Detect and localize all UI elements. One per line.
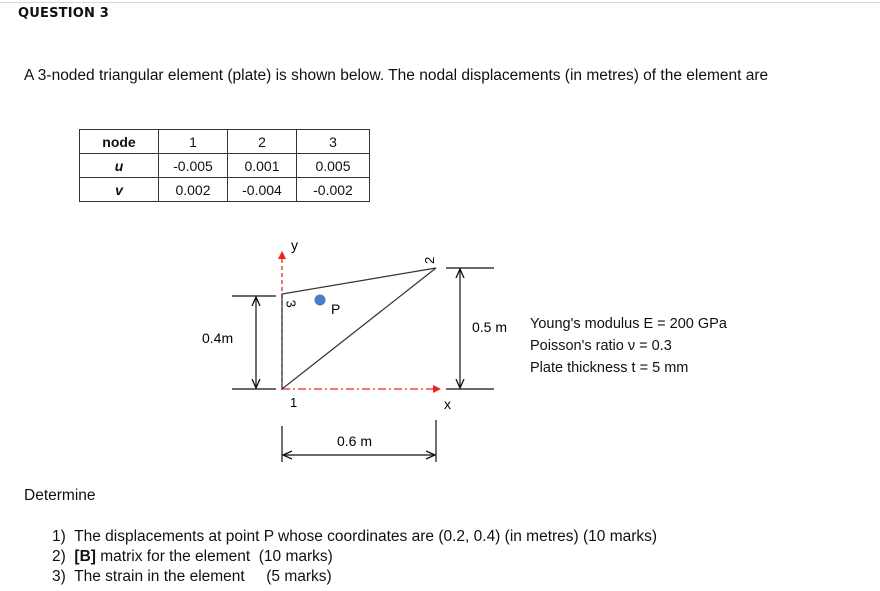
table-row-label: v [80,178,159,202]
x-axis-label: x [444,396,451,412]
task-number: 2) [52,548,66,565]
task-text: The strain in the element (5 marks) [74,568,332,585]
determine-heading: Determine [24,487,96,504]
table-header-node-2: 2 [228,130,297,154]
point-p-label: P [331,301,341,317]
table-cell: -0.005 [159,154,228,178]
poisson-ratio-text: Poisson's ratio ν = 0.3 [530,338,672,354]
point-p-marker [315,295,326,306]
plate-thickness-text: Plate thickness t = 5 mm [530,360,689,376]
node-label-1: 1 [290,395,298,410]
task-list [52,527,657,587]
dim-left-label: 0.4m [202,330,234,346]
triangle-element [282,268,436,389]
intro-text: A 3-noded triangular element (plate) is shown below. The nodal displacements (in metres) of the element are [24,67,769,84]
table-cell: -0.002 [297,178,370,202]
table-cell: 0.001 [228,154,297,178]
task-text: matrix for the element (10 marks) [100,548,333,565]
table-header-node-1: 1 [159,130,228,154]
table-cell: 0.002 [159,178,228,202]
dim-right-label: 0.5 m [472,319,508,335]
node-label-3: 3 [283,298,300,309]
task-item-3 [52,567,657,587]
y-axis-label: y [291,237,298,253]
table-header-node: node [80,130,159,154]
table-row-label: u [80,154,159,178]
table-cell: 0.005 [297,154,370,178]
question-title: QUESTION 3 [18,6,110,21]
task-item-2 [52,547,657,567]
task-number: 3) [52,568,66,585]
youngs-modulus-text: Young's modulus E = 200 GPa [530,316,727,332]
task-bold-term: [B] [74,548,96,565]
table-cell: -0.004 [228,178,297,202]
material-properties [530,313,727,379]
table-header-node-3: 3 [297,130,370,154]
task-text: The displacements at point P whose coordinates are (0.2, 0.4) (in metres) (10 marks) [74,528,658,545]
task-item-1 [52,527,657,547]
dim-bottom-label: 0.6 m [337,433,373,449]
node-label-2: 2 [422,256,437,264]
task-number: 1) [52,528,66,545]
